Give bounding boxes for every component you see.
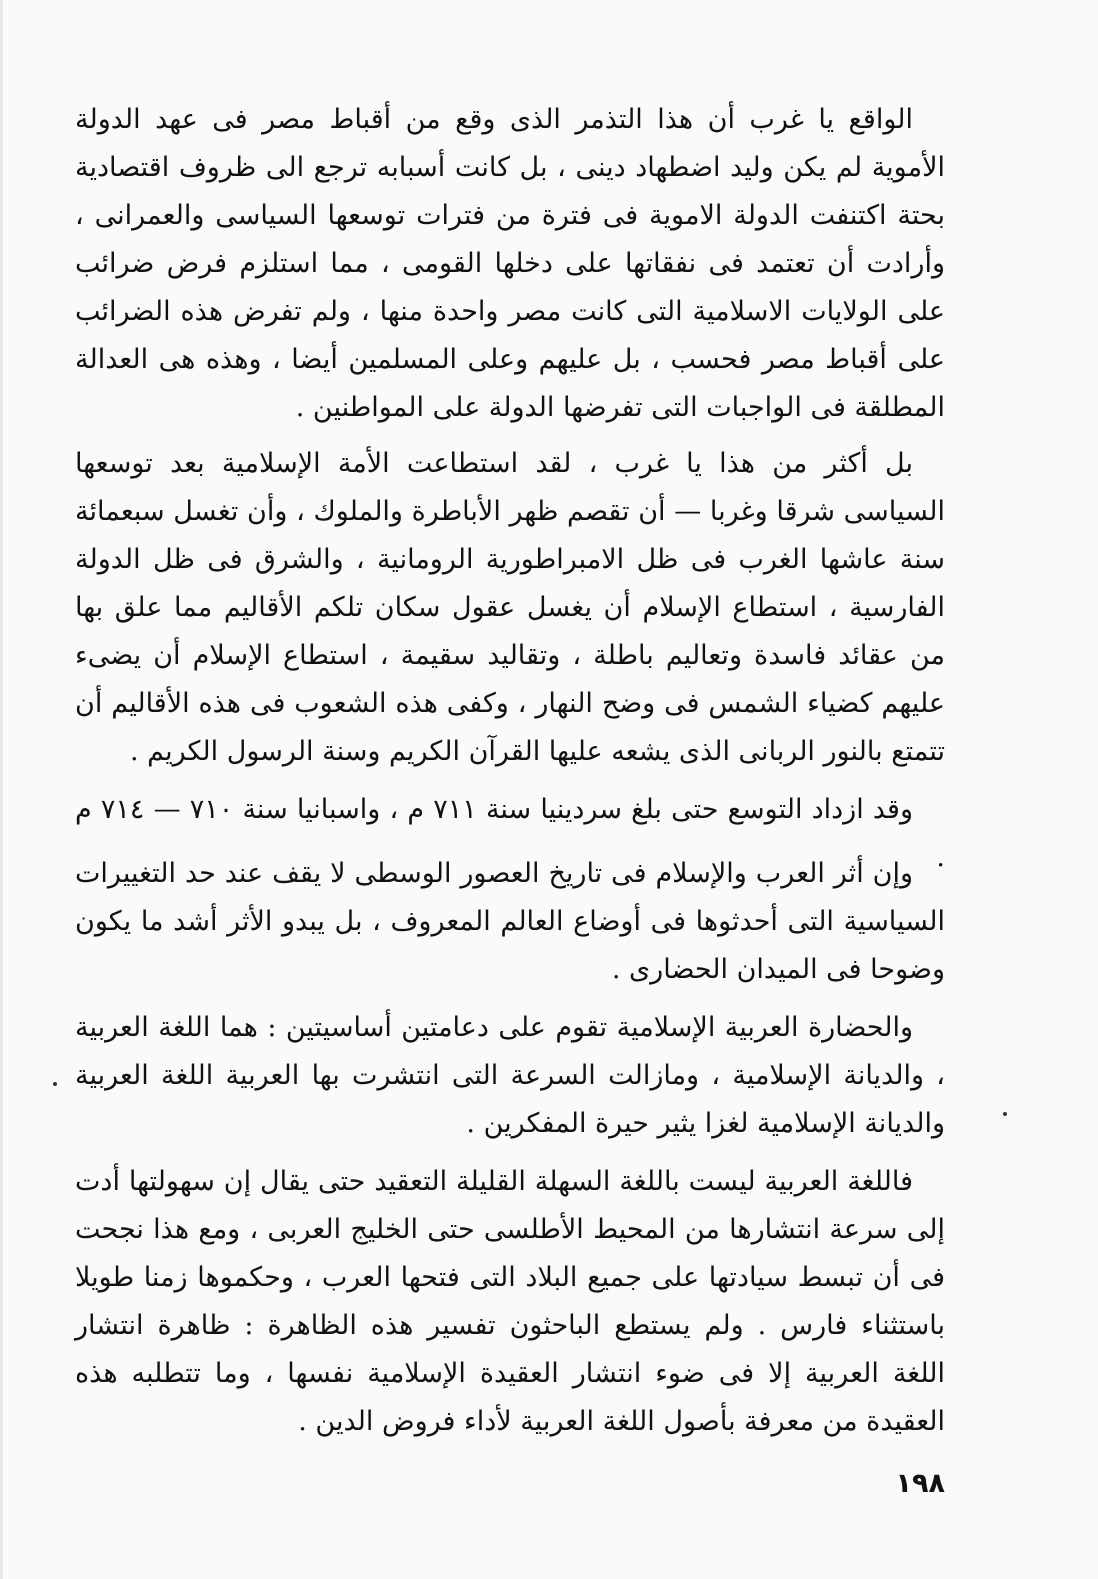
scan-speck bbox=[1003, 1112, 1007, 1116]
paragraph-text: وقد ازداد التوسع حتى بلغ سردينيا سنة ٧١١ م ، واسبانيا سنة ٧١٠ — ٧١٤ م . bbox=[75, 794, 945, 873]
paragraph-text: والحضارة العربية الإسلامية تقوم على دعامتين أساسيتين : هما اللغة العربية ، والديانة الإسلامية ، ومازالت السرعة التى انتشرت بها العربية اللغة العربية والديانة الإسلامية لغزا يثير حيرة المفكرين . bbox=[75, 1012, 945, 1139]
paragraph-umayyad-copts bbox=[75, 96, 945, 432]
paragraph-arabic-language bbox=[75, 1158, 945, 1446]
paragraph-text: بل أكثر من هذا يا غرب ، لقد استطاعت الأمة الإسلامية بعد توسعها السياسى شرقا وغربا — أن تقصم ظهر الأباطرة والملوك ، وأن تغسل سبعمائة سنة عاشها الغرب فى ظل الامبراطورية الرومانية ، والشرق فى ظل الدولة الفارسية ، استطاع الإسلام أن يغسل عقول سكان تلكم الأقاليم مما علق بها من عقائد فاسدة وتعاليم باطلة ، وتقاليد سقيمة ، استطاع الإسلام أن يضىء عليهم كضياء الشمس فى وضح النهار ، وكفى هذه الشعوب فى هذه الأقاليم أن تتمتع بالنور الربانى الذى يشعه عليها القرآن الكريم وسنة الرسول الكريم . bbox=[75, 448, 945, 767]
paragraph-islamic-expansion bbox=[75, 440, 945, 776]
paragraph-text: فاللغة العربية ليست باللغة السهلة القليلة التعقيد حتى يقال إن سهولتها أدت إلى سرعة انتشارها من المحيط الأطلسى حتى الخليج العربى ، ومع هذا نجحت فى أن تبسط سيادتها على جميع البلاد التى فتحها العرب ، وحكموها زمنا طويلا باستثناء فارس . ولم يستطع الباحثون تفسير هذه الظاهرة : ظاهرة انتشار اللغة العربية إلا فى ضوء انتشار العقيدة الإسلامية نفسها ، وما تتطلبه هذه العقيدة من معرفة بأصول اللغة العربية لأداء فروض الدين . bbox=[75, 1166, 945, 1437]
paragraph-text: الواقع يا غرب أن هذا التذمر الذى وقع من أقباط مصر فى عهد الدولة الأموية لم يكن وليد اضطهاد دينى ، بل كانت أسبابه ترجع الى ظروف اقتصادية بحتة اكتنفت الدولة الاموية فى فترة من فترات توسعها السياسى والعمرانى ، وأرادت أن تعتمد فى نفقاتها على دخلها القومى ، مما استلزم فرض ضرائب على الولايات الاسلامية التى كانت مصر واحدة منها ، ولم تفرض هذه الضرائب على أقباط مصر فحسب ، بل عليهم وعلى المسلمين أيضا ، وهذه هى العدالة المطلقة فى الواجبات التى تفرضها الدولة على المواطنين . bbox=[75, 104, 945, 423]
paragraph-arab-influence bbox=[75, 850, 945, 994]
paragraph-civilization-pillars bbox=[75, 1004, 945, 1148]
page-number: ١٩٨ bbox=[895, 1468, 945, 1499]
paragraph-text: وإن أثر العرب والإسلام فى تاريخ العصور الوسطى لا يقف عند حد التغييرات السياسية التى أحدثوها فى أوضاع العالم المعروف ، بل يبدو الأثر أشد ما يكون وضوحا فى الميدان الحضارى . bbox=[75, 858, 945, 985]
scan-speck bbox=[53, 1082, 57, 1086]
